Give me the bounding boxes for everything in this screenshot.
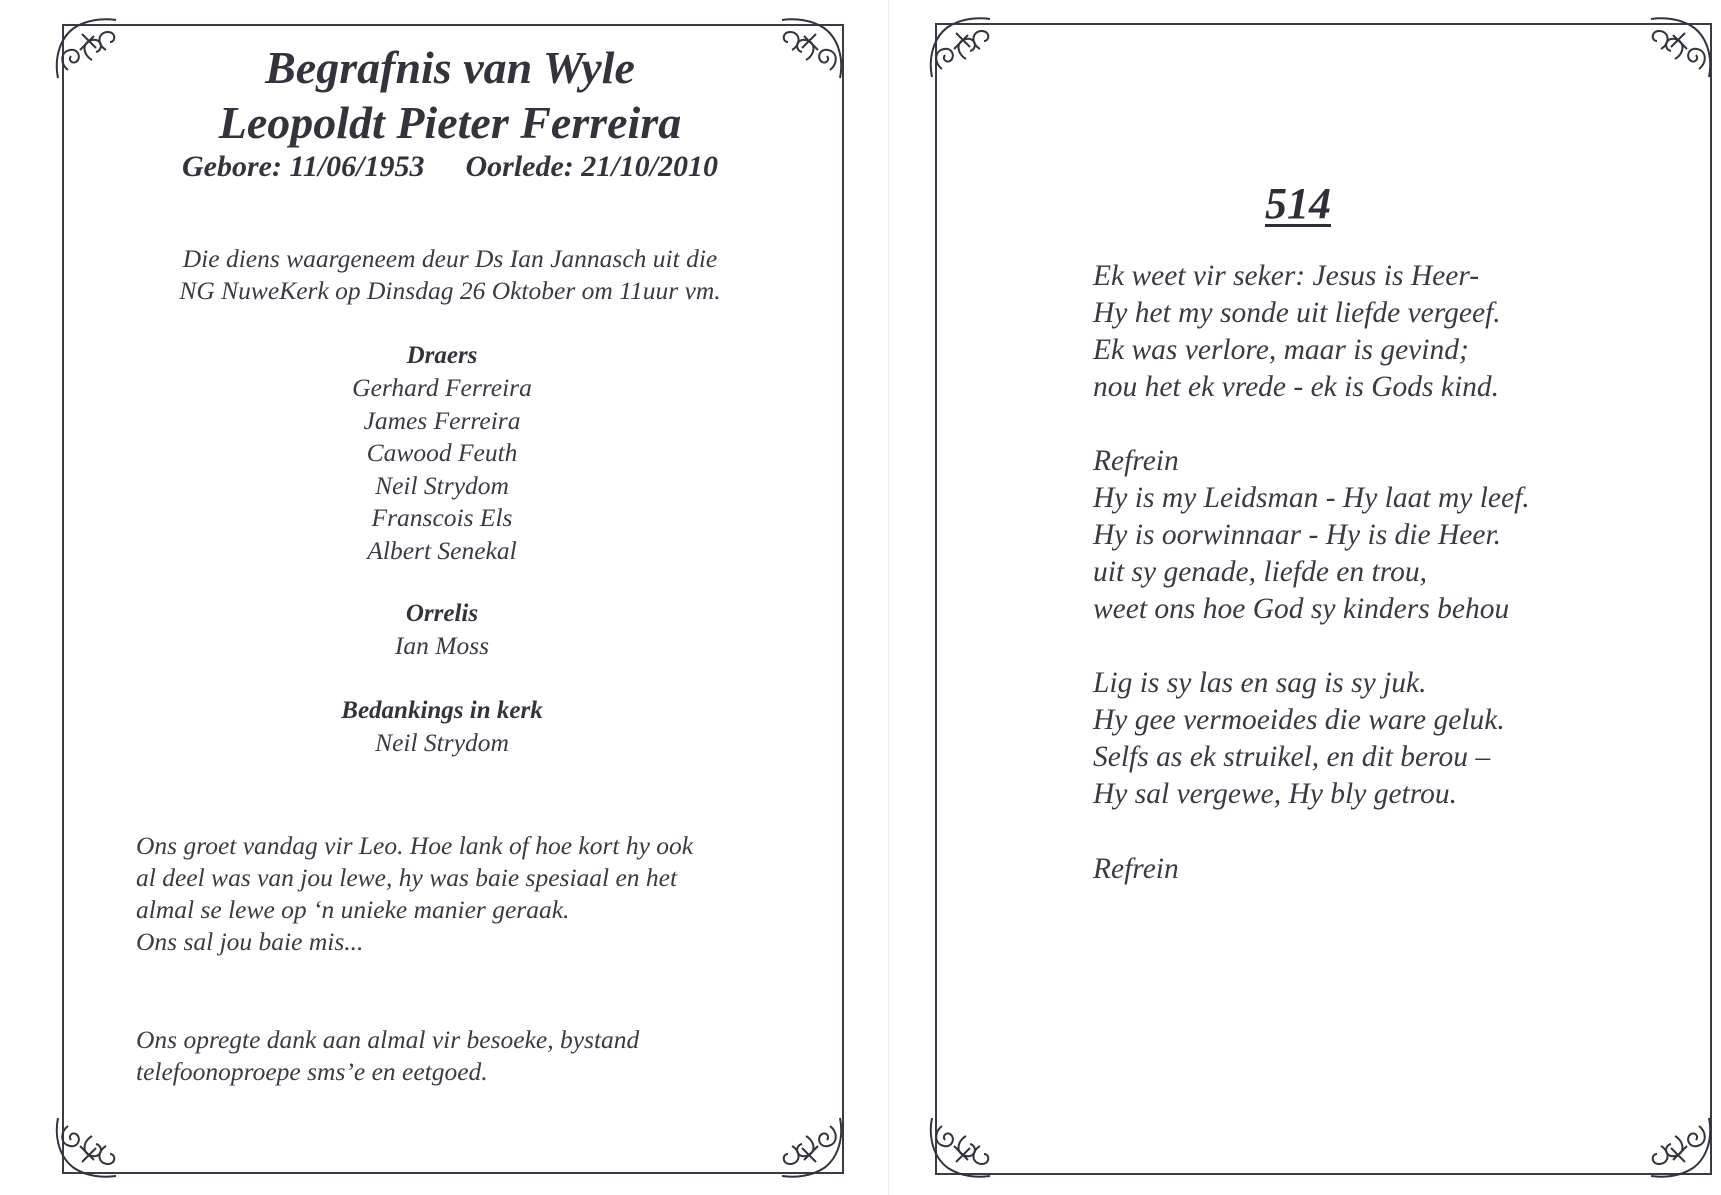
flourish-ornament-icon <box>776 1112 846 1182</box>
hymn-refrain <box>1093 443 1530 628</box>
pallbearer-name: Gerhard Ferreira <box>352 373 532 402</box>
pallbearer-name: Neil Strydom <box>375 470 509 500</box>
tribute-text <box>136 830 826 958</box>
dates-line <box>130 150 770 184</box>
refrain-line: Hy is my Leidsman - Hy laat my leef. <box>1093 482 1530 514</box>
organist-section <box>242 598 642 663</box>
verse-line: Ek weet vir seker: Jesus is Heer- <box>1093 260 1480 292</box>
tribute-line: almal se lewe op ‘n unieke manier geraak. <box>136 895 570 924</box>
verse-line: Hy sal vergewe, Hy bly getrou. <box>1093 778 1457 810</box>
service-line: NG NuweKerk op Dinsdag 26 Oktober om 11uur vm. <box>179 276 721 305</box>
refrain-line: weet ons hoe God sy kinders behou <box>1093 593 1510 625</box>
gratitude-text <box>136 1024 826 1088</box>
pallbearers-heading: Draers <box>406 342 478 369</box>
funeral-title <box>130 40 770 150</box>
page-fold <box>888 0 889 1195</box>
verse-line: nou het ek vrede - ek is Gods kind. <box>1093 371 1500 403</box>
pallbearer-name: Cawood Feuth <box>366 438 518 467</box>
verse-line: Hy het my sonde uit liefde vergeef. <box>1093 297 1501 329</box>
verse-line: Hy gee vermoeides die ware geluk. <box>1093 704 1505 736</box>
birth-date: Gebore: 11/06/1953 <box>182 150 425 183</box>
tribute-line: Ons sal jou baie mis... <box>136 927 364 956</box>
verse-line: Ek was verlore, maar is gevind; <box>1093 334 1469 366</box>
flourish-ornament-icon <box>52 14 122 84</box>
flourish-ornament-icon <box>52 1112 122 1182</box>
refrain-label: Refrein <box>1093 445 1179 477</box>
pallbearer-name: James Ferreira <box>363 405 521 435</box>
tribute-line: Ons groet vandag vir Leo. Hoe lank of hoe kort hy ook <box>136 831 694 860</box>
hymn-verse-1 <box>1093 258 1501 406</box>
flourish-ornament-icon <box>926 13 996 83</box>
refrain-repeat: Refrein <box>1093 853 1179 885</box>
hymn-number: 514 <box>1265 179 1331 228</box>
hymn-verse-2 <box>1093 665 1505 813</box>
verse-line: Selfs as ek struikel, en dit berou – <box>1093 741 1491 773</box>
flourish-ornament-icon <box>776 14 846 84</box>
gratitude-line: Ons opregte dank aan almal vir besoeke, bystand <box>136 1025 640 1054</box>
pallbearer-name: Franscois Els <box>371 503 513 532</box>
pallbearers-section <box>242 340 642 567</box>
thanks-section <box>242 695 642 760</box>
service-details <box>100 243 800 307</box>
service-line: Die diens waargeneem deur Ds Ian Jannasch uit die <box>182 244 718 273</box>
verse-line: Lig is sy las en sag is sy juk. <box>1093 667 1427 699</box>
organist-heading: Orrelis <box>405 600 479 627</box>
deceased-name: Leopoldt Pieter Ferreira <box>218 97 682 148</box>
tribute-line: al deel was van jou lewe, hy was baie spesiaal en het <box>136 863 678 892</box>
flourish-ornament-icon <box>1645 1112 1715 1182</box>
gratitude-line: telefoonoproepe sms’e en eetgoed. <box>136 1057 488 1086</box>
organist-name: Ian Moss <box>394 631 490 660</box>
flourish-ornament-icon <box>1645 13 1715 83</box>
pallbearer-name: Albert Senekal <box>367 535 517 565</box>
thanks-heading: Bedankings in kerk <box>341 697 543 724</box>
title-line: Begrafnis van Wyle <box>265 42 635 93</box>
death-date: Oorlede: 21/10/2010 <box>465 150 718 183</box>
refrain-line: uit sy genade, liefde en trou, <box>1093 556 1427 588</box>
thanks-name: Neil Strydom <box>375 728 509 757</box>
flourish-ornament-icon <box>926 1112 996 1182</box>
refrain-line: Hy is oorwinnaar - Hy is die Heer. <box>1093 519 1502 551</box>
